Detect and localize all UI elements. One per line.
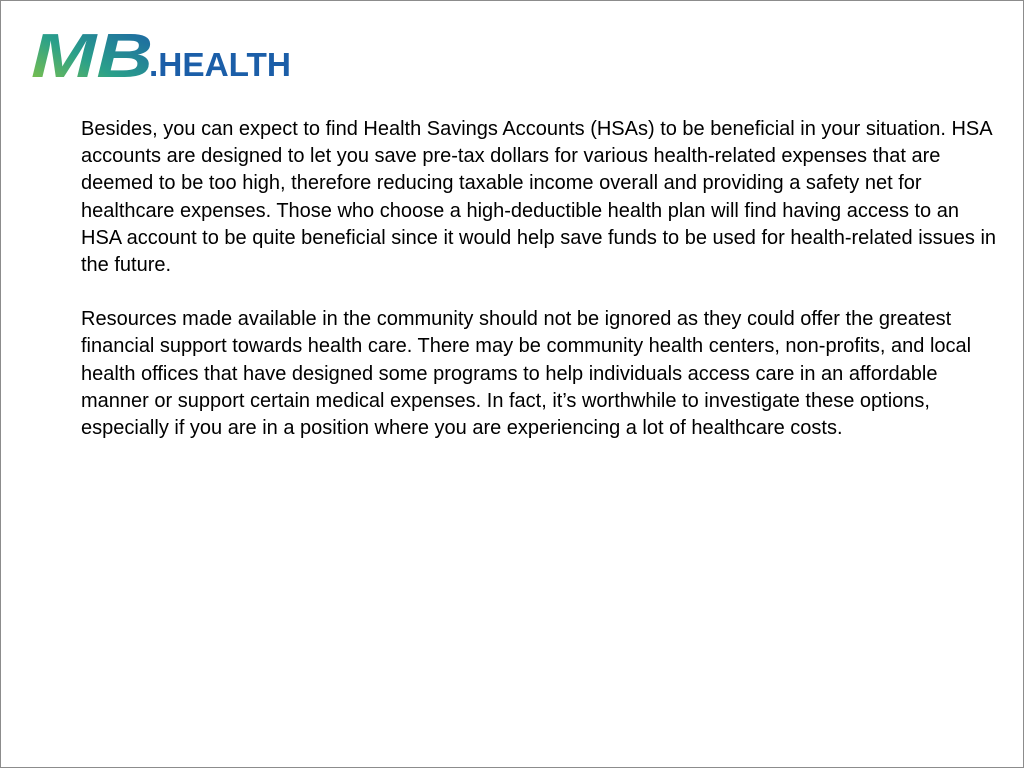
paragraph-community-resources: Resources made available in the community should not be ignored as they could offer the greatest financial support towards health care. There may be community health centers, non-profits, and local health offices that have designed some programs to help individuals access care in an affordable manner or support certain medical expenses. In fact, it’s worthwhile to investigate these options, especially if you are in a position where you are experiencing a lot of healthcare costs. [81,308,972,440]
paragraph-hsa: Besides, you can expect to find Health Savings Accounts (HSAs) to be beneficial in your situation. HSA accounts are designed to let you save pre-tax dollars for various health-related expenses that are deemed to be too high, therefore reducing taxable income overall and providing a safety net for healthcare expenses. Those who choose a high-deductible health plan will find having access to an HSA account to be quite beneficial since it would help save funds to be used for health-related issues in the future. [81,118,997,277]
logo-brand: MB [31,23,153,81]
mb-health-logo [31,23,301,81]
body-text [81,116,996,469]
logo-suffix: .HEALTH [149,46,291,81]
